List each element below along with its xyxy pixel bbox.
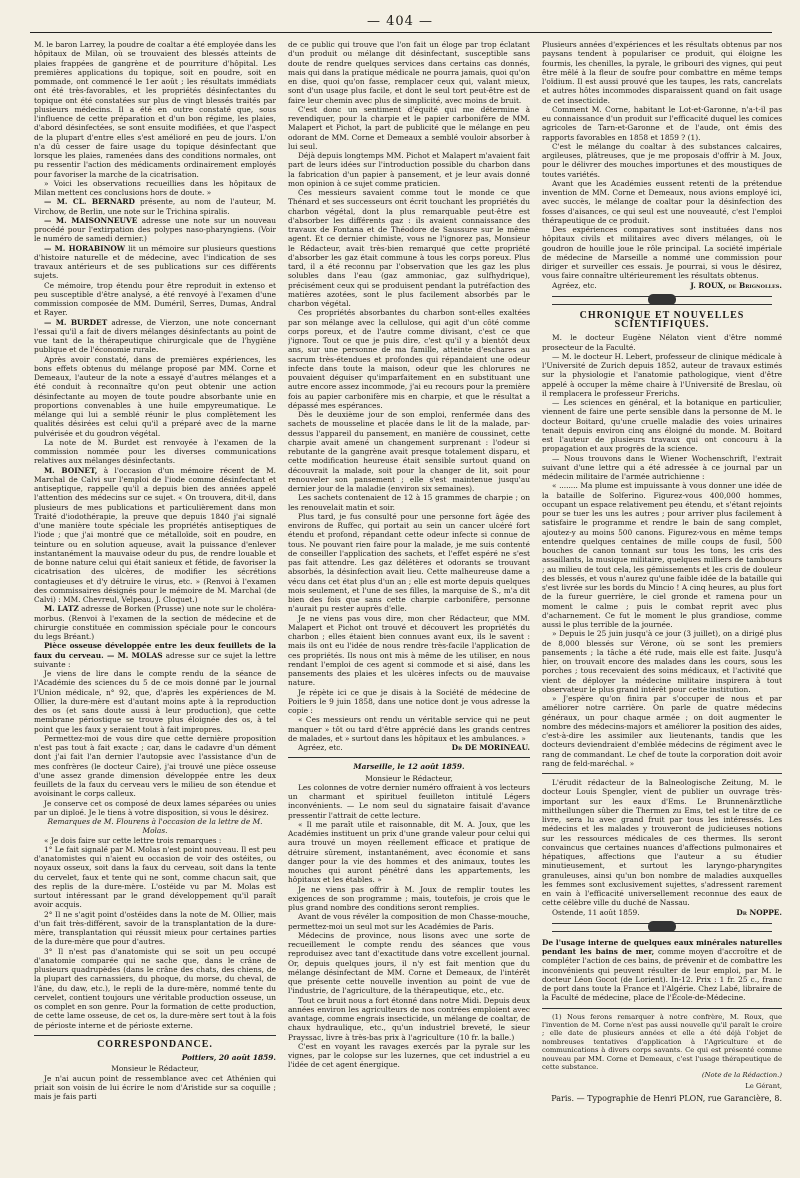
paragraph: Plusieurs années d'expériences et les résultats obtenus par nos paysans tendent à populariser ce produit, qui éloigne les fourmis, les chenilles, la pyrale, le gribouri des vignes, qui peut être mêlé à la fleur de soufre pour combattre en même temps l'oïdium. Il est aussi prouvé que les taupes, les rats, cancrelats et autres hôtes incommodes disparaissent quand on fait usage de cet insecticide. bbox=[542, 40, 782, 105]
paragraph-text: lit un mémoire sur plusieurs questions d'histoire naturelle et de médecine, avec l'indication de ses travaux antérieurs et de ses publications sur ces différents sujets. bbox=[34, 243, 276, 281]
ornament-divider bbox=[552, 923, 772, 932]
paragraph: « Ces messieurs ont rendu un véritable service qui ne peut manquer » tôt ou tard d'être apprécié dans les grands centres de malades, et » surtout dans les hôpitaux et les ambulances. » bbox=[288, 715, 530, 743]
dateline: Poitiers, 20 août 1859. bbox=[181, 1053, 276, 1062]
paragraph: — M. le docteur H. Lebert, professeur de clinique médicale à l'Université de Zurich depuis 1852, auteur de travaux estimés sur la physiologie et l'anatomie pathologique, vient d'être appelé à occuper la même chaire à l'Université de Breslau, où il remplacera le professeur Frerichs. bbox=[542, 351, 782, 398]
section-divider bbox=[542, 1008, 782, 1009]
paragraph: « ........ Ma plume est impuissante à vous donner une idée de la bataille de Solferino. Figurez-vous 400,000 hommes, occupant un espace relativement peu étendu, et s'étant rejoints pour se tuer les uns les autres ; pour arriver plus facilement à satisfaire le programme et rendre le bain de sang complet, ajoutez-y au moins 500 canons. Figurez-vous en même temps entendre quelques centaines de mille coups de fusil, 500 bouches de canon tonnant sur tous les tons, les cris des assaillants, la musique militaire, quelques milliers de tambours ; au milieu de tout cela, les gémissements et les cris de douleur des blessés, et vous n'aurez qu'une faible idée de la bataille qui s'est livrée sur les bords du Mincio ! A cinq heures, au plus fort de la fureur guerrière, le ciel gronde et ramena pour un moment le calme ; puis le combat reprit avec plus d'acharnement. Ce fut le moment le plus grandiose, comme aussi le plus terrible de la journée. bbox=[542, 481, 782, 629]
paragraph: » Voici les observations recueillies dans les hôpitaux de Milan mettent ces conclusions hors de doute. » bbox=[34, 178, 276, 197]
paragraph: M. le baron Larrey, la poudre de coaltar a été employée dans les hôpitaux de Milan, où se trouvaient des blessés atteints de plaies frappées de gangrène et de pourriture d'hôpital. Les premières applications du topique, soit en poudre, soit en pommade, ont commencé le 1er août ; les résultats immédiats ont été très-favorables, et les propriétés désinfectantes du topique ont été constatées sur plus de vingt blessés traités par plusieurs médecins. Il a été en outre constaté que, sous l'influence de cette préparation et d'un bon régime, les plaies, d'abord désinfectées, se sont ensuite modifiées, et que l'aspect de la plupart d'entre elles s'est amélioré en peu de jours. L'on n'a dû cesser de faire usage du topique désinfectant que lorsque les plaies, ramenées dans des conditions normales, ont pu ressentir l'action des médicaments ordinairement employés pour favoriser la marche de la cicatrisation. bbox=[34, 40, 276, 179]
signature: Dr DE MORINEAU. bbox=[451, 743, 530, 752]
paragraph: « Je dois faire sur cette lettre trois remarques : bbox=[44, 835, 222, 845]
paragraph: Je répète ici ce que je disais à la Société de médecine de Poitiers le 9 juin 1858, dans une notice dont je vous adresse la copie : bbox=[288, 687, 530, 715]
author-name: — M. HORABINOW bbox=[44, 243, 126, 253]
imprint-line: Paris. — Typographie de Henri PLON, rue Garancière, 8. bbox=[551, 1094, 782, 1103]
paragraph: Je ne viens pas offrir à M. Joux de remplir toutes les exigences de son programme ; mais, toutefois, je crois que le plus grand nombre des conditions seront remplies. bbox=[288, 884, 530, 912]
paragraph-text: adresse sur ce sujet la lettre suivante : bbox=[34, 650, 276, 669]
salutation: Monsieur le Rédacteur, bbox=[365, 773, 453, 783]
paragraph: 1° Le fait signalé par M. Molas n'est point nouveau. Il est peu d'anatomistes qui n'aient eu occasion de voir des ostéites, ou noyaux osseux, soit dans la faux du cerveau, soit dans la tente du cervelet, faux et tente qui ne sont, comme chacun sait, que des replis de la dure-mère. L'ostéide vu par M. Molas est surtout intéressant par le grand développement qu'il paraît avoir acquis. bbox=[34, 844, 276, 910]
paragraph: Ces messieurs savaient comme tout le monde ce que Thénard et ses successeurs ont écrit touchant les propriétés du charbon végétal, dont la plus remarquable peut-être est d'absorber les différents gaz : ils avaient connaissance des travaux de Fontana et de Théodore de Saussure sur le même agent. Et ce dernier chimiste, vous ne l'ignorez pas, Monsieur le Rédacteur, avait très-bien remarqué que cette propriété d'absorber les gaz était commune à tous les corps poreux. Plus tard, il a été reconnu par l'observation que les gaz les plus solubles dans l'eau (gaz ammoniac, gaz sulfhydrique), précisément ceux qui se produisent pendant la putréfaction des matières azotées, sont le plus facilement absorbés par le charbon végétal. bbox=[288, 188, 530, 308]
paragraph: Les colonnes de votre dernier numéro offraient à vos lecteurs un charmant et spirituel feuilleton intitulé Légers inconvénients. — Le nom seul du signataire faisait d'avance pressentir l'attrait de cette lecture. bbox=[288, 782, 530, 820]
paragraph: « Il me paraît utile et raisonnable, dit M. A. Joux, que les Académies instituent un prix d'une grande valeur pour celui qui aura trouvé un moyen réellement efficace et pratique de détruire sûrement, instantanément, avec économie et sans danger pour la vie des hommes et des animaux, toutes les mouches qui auront pénétré dans les appartements, les hôpitaux et les étables. » bbox=[288, 819, 530, 885]
paragraph bbox=[34, 318, 276, 355]
paragraph: M. le docteur Eugène Nélaton vient d'être nommé prosecteur de la Faculté. bbox=[542, 333, 782, 352]
paragraph: Des expériences comparatives sont instituées dans nos hôpitaux civils et militaires avec divers mélanges, où le goudron de houille joue le rôle principal. La société impériale de médecine de Marseille a nommé une commission pour diriger et surveiller ces essais. Je pourrai, si vous le désirez, vous faire connaître ultérieurement les résultats obtenus. bbox=[542, 225, 782, 281]
paragraph: Comment M. Corne, habitant le Lot-et-Garonne, n'a-t-il pas eu connaissance d'un produit sur l'efficacité duquel les comices agricoles de Tarn-et-Garonne et de l'aude, ont émis des rapports favorables en 1858 et 1859 ? (1). bbox=[542, 104, 782, 142]
closing: Agréez, etc. bbox=[552, 280, 597, 290]
paragraph: Ce mémoire, trop étendu pour être reproduit in extenso et peu susceptible d'être analysé, a été renvoyé à l'examen d'une commission composée de MM. Duméril, Serres, Dumas, Andral et Rayer. bbox=[34, 280, 276, 318]
paragraph: Après avoir constaté, dans de premières expériences, les bons effets obtenus du mélange proposé par MM. Corne et Demeaux, l'auteur de la note a essayé d'autres mélanges et a été conduit à reconnaître qu'on peut obtenir une action désinfectante au moyen de toute poudre absorbante unie en proportions convenables à une huile empyreumatique. Le mélange qui lui a semblé réunir le plus complètement les qualités désirées est celui qu'il a préparé avec de la marne pulvérisée et du goudron végétal. bbox=[34, 354, 276, 438]
page-number: — 404 — bbox=[366, 14, 434, 29]
paragraph: Déjà depuis longtemps MM. Pichot et Malapert m'avaient fait part de leurs idées sur l'introduction possible du charbon dans la fabrication d'un papier à pansement, et je leur avais donné mon opinion à ce sujet comme praticien. bbox=[288, 151, 530, 188]
column-2 bbox=[288, 40, 530, 1160]
paragraph: Les sachets contenaient de 12 à 15 grammes de charpie ; on les renouvelait matin et soir. bbox=[288, 493, 530, 512]
column-1 bbox=[34, 40, 276, 1160]
paragraph: La note de M. Burdet est renvoyée à l'examen de la commission nommée pour les diverses communications relatives aux mélanges désinfectants. bbox=[34, 437, 276, 466]
author-name: — M. MAISONNEUVE bbox=[44, 215, 138, 225]
paragraph-text: adresse de Borken (Prusse) une note sur le choléra-morbus. (Renvoi à l'examen de la section de médecine et de chirurgie constituée en commission spéciale pour le concours du legs Bréant.) bbox=[34, 604, 276, 641]
section-divider bbox=[542, 773, 782, 774]
paragraph bbox=[34, 216, 276, 244]
paragraph bbox=[34, 197, 276, 216]
paragraph bbox=[34, 641, 276, 669]
footnote-attribution: (Note de la Rédaction.) bbox=[701, 1071, 782, 1080]
footnote-text: (1) Nous ferons remarquer à notre confrère, M. Roux, que l'invention de M. Corne n'est pas aussi nouvelle qu'il paraît le croire ; elle date de plusieurs années et elle a été déjà l'objet de nombreuses tentatives d'application à l'Agriculture et de communications à divers corps savants. Ce qui est présenté comme nouveau par MM. Corne et Demeaux, c'est l'usage thérapeutique de cette substance. bbox=[542, 1012, 782, 1071]
gerant-label: Le Gérant, bbox=[745, 1081, 782, 1090]
header-rule bbox=[30, 32, 772, 33]
paragraph-text: adresse une note sur un nouveau procédé pour l'extirpation des polypes naso-pharyngiens. (Voir le numéro de samedi dernier.) bbox=[34, 215, 276, 244]
paragraph: 3° Il n'est pas d'anatomiste qui se soit un peu occupé d'anatomie comparée qui ne sache que, dans le crâne de plusieurs quadrupèdes (dans le crâne des chats, des chiens, de la plupart des carnassiers, du phoque, du morse, du cheval, de l'âne, du daw, etc.), le repli de la dure-mère, nommé tente du cervelet, contient toujours une véritable production osseuse, un os complet en son genre. Pour la formation de cette production, de cette lame osseuse, de cet os, la dure-mère sert tout à la fois de périoste interne et de périoste externe. bbox=[34, 946, 276, 1030]
paragraph: 2° Il ne s'agit point d'ostéides dans la note de M. Ollier, mais d'un fait très-différent, savoir de la transplantation de la dure-mère, transplantation qui réussit mieux pour certaines parties de la dure-mère que pour d'autres. bbox=[34, 909, 276, 947]
subheading: Remarques de M. Flourens à l'occasion de la lettre de M. Molas. bbox=[47, 817, 263, 836]
author-name: — M. CL. BERNARD bbox=[44, 197, 135, 207]
closing: Agréez, etc. bbox=[298, 743, 343, 752]
paragraph: — Nous trouvons dans le Wiener Wochenschrift, l'extrait suivant d'une lettre qui a été adressée à ce journal par un médecin militaire de l'armée autrichienne : bbox=[542, 453, 782, 481]
paragraph: Je conserve cet os composé de deux lames séparées ou unies par un diploé. Je le tiens à votre disposition, si vous le désirez. bbox=[34, 798, 276, 817]
signature-line bbox=[542, 908, 782, 917]
author-name: M. BOINET, bbox=[44, 465, 98, 475]
ornament-divider bbox=[552, 296, 772, 305]
signature-line bbox=[542, 281, 782, 290]
paragraph: C'est donc un sentiment d'équité qui me détermine à revendiquer, pour la charpie et le papier carbonifère de MM. Malapert et Pichot, la part de publicité que le mélange en peu odorant de MM. Corne et Demeaux a semblé vouloir absorber à lui seul. bbox=[288, 104, 530, 151]
paragraph: — Les sciences en général, et la botanique en particulier, viennent de faire une perte sensible dans la personne de M. le docteur Boitard, qu'une cruelle maladie des voies urinaires tenait depuis environ cinq ans éloigné du monde. M. Boitard est l'auteur de plusieurs travaux qui ont concouru à la propagation et aux progrès de la science. bbox=[542, 398, 782, 454]
footnote bbox=[542, 1013, 782, 1080]
paragraph: Je ne viens pas vous dire, mon cher Rédacteur, que MM. Malapert et Pichot ont trouvé et découvert les propriétés du charbon ; elles étaient bien connues avant eux, ils le savent : mais ils ont eu l'idée de nous rendre très-facile l'application de ces propriétés. Ils nous ont mis à même de les utiliser, en nous rendant l'emploi de ces agent si commode et si aisé, dans les pansements des plaies et les ulcères infects ou de mauvaise nature. bbox=[288, 613, 530, 688]
paragraph: Permettez-moi de vous dire que cette dernière proposition n'est pas tout à fait exacte ; car, dans le cadavre d'un dément dont j'ai fait l'an dernier l'autopsie avec l'assistance d'un de mes confrères (le docteur Caire), j'ai trouvé une pièce osseuse d'une assez grande dimension développée entre les deux feuillets de la faux du cerveau vers le milieu de son étendue et avoisinant le corps calleux. bbox=[34, 733, 276, 799]
section-divider bbox=[34, 1035, 276, 1036]
paragraph: Plus tard, je fus consulté pour une personne fort âgée des environs de Ruffec, qui portait au sein un cancer ulcéré fort étendu et profond, répandant cette odeur infecte si connue de tous. Ne pouvant rien faire pour la malade, je me suis contenté de conseiller l'application des sachets, et l'effet espéré ne s'est pas fait attendre. Les gaz délétères et odorants se trouvant absorbés, la désinfection avait lieu. Cette malheureuse dame a vécu dans cet état plus d'un an ; elle est morte depuis quelques mois seulement, et l'une de ses filles, la marquise de S., m'a dit bien des fois que sans cette charpie carbonifère, personne n'aurait pu rester auprès d'elle. bbox=[288, 511, 530, 614]
section-lead: Pièce osseuse développée entre les deux feuillets de la faux du cerveau. bbox=[34, 641, 276, 660]
paragraph bbox=[34, 604, 276, 641]
paragraph bbox=[34, 466, 276, 605]
ad-text: comme moyen d'accroître et de compléter l'action de ces bains, de prévenir et de combattre les inconvénients qui peuvent résulter de leur emploi, par M. le docteur Léon Gocot (de Lorient). In-12. Prix : 1 fr. 25 c., franc de port dans toute la France et l'Algérie. Chez Labé, libraire de la Faculté de médecine, place de l'École-de-Médecine. bbox=[542, 947, 782, 1003]
paragraph: Avant de vous révéler la composition de mon Chasse-mouche, permettez-moi un seul mot sur les Académies de Paris. bbox=[288, 912, 530, 931]
signature-line bbox=[288, 743, 530, 752]
paragraph-text: présente, au nom de l'auteur, M. Virchow, de Berlin, une note sur le Trichina spiralis. bbox=[34, 197, 276, 216]
paragraph-text: à l'occasion d'un mémoire récent de M. Marchal de Calvi sur l'emploi de l'iode comme désinfectant et antiseptique, rappelle qu'il a depuis bien des années appelé l'attention des médecins sur ce sujet. « On trouvera, dit-il, dans plusieurs de mes publications et particulièrement dans mon Traité d'iodothérapie, la preuve que depuis 1840 j'ai signalé d'une manière toute spéciale les propriétés antiseptiques de l'iode ; que j'ai montré que ce métalloïde, soit en poudre, en teinture ou en solution aqueuse, avait la puissance d'enlever instantanément la mauvaise odeur du pus, de rendre louable et de bonne nature celui qui était sanieux et fétide, de favoriser la cicatrisation des ulcères, de modifier les sécrétions contagieuses et d'y détruire le virus, etc. » (Renvoi à l'examen des commissaires désignés pour le mémoire de M. Marchal (de Calvi) : MM. Chevreul, Velpeau, J. Cloquet.) bbox=[34, 465, 276, 604]
author-name: M. LATZ bbox=[44, 604, 79, 614]
dateline: Marseille, le 12 août 1859. bbox=[353, 762, 465, 772]
paragraph: Tout ce bruit nous a fort étonné dans notre Midi. Depuis deux années environ les agriculteurs de nos contrées emploient avec avantage, comme engrais insecticide, un mélange de coaltar, de chaux hydraulique, etc., qu'un industriel breveté, le sieur Prayssac, livre à très-bas prix à l'agriculture (10 fr. la balle.) bbox=[288, 995, 530, 1042]
column-3 bbox=[542, 40, 782, 1160]
paragraph: » J'espère qu'on finira par s'occuper de nous et par améliorer notre carrière. On parle de quatre médecins généraux, un pour chaque armée ; on doit augmenter le nombre des médecins-majors et améliorer la position des aides, c'est-à-dire les assimiler aux lieutenants, tandis que les docteurs deviendraient d'emblée médecins de régiment avec le rang de commandant. Le chef de toute la corporation doit avoir rang de feld-maréchal. » bbox=[542, 694, 782, 768]
paragraph: Dès le deuxième jour de son emploi, renfermée dans des sachets de mousseline et placée dans le lit de la malade, par-dessus l'appareil du pansement, en manière de coussinet, cette charpie avait amené un changement surprenant : l'odeur si rebutante de la gangrène avait presque totalement disparu, et cette modification heureuse était sensible surtout quand on découvrait la malade, soit pour la changer de lit, soit pour renouveler son pansement ; elle s'est maintenue jusqu'au dernier jour de la maladie (environ six semaines). bbox=[288, 410, 530, 493]
paragraph: L'érudit rédacteur de la Balneologische Zeitung, M. le docteur Louis Spengler, vient de publier un ouvrage très-important sur les eaux d'Ems. Le Brunnenärztliche mittheilungen sûber die Thermen zu Ems, tel est le titre de ce livre, sera lu avec grand fruit par tous les intéressés. Les médecins et les malades y trouveront de judicieuses notions sur les ressources médicales de ces thermes. Ils seront convaincus que certaines nuances d'affections pulmonaires et hépatiques, affections que l'auteur a su étudier minutieusement, et surtout les laryngo-pharyngites granuleuses, ainsi qu'un bon nombre de maladies auxquelles les femmes sont exclusivement sujettes, s'adressent rarement en vain à l'efficacité universellement reconnue des eaux de cette célèbre ville du duché de Nassau. bbox=[542, 778, 782, 908]
section-title-correspondance: CORRESPONDANCE. bbox=[97, 1038, 213, 1050]
signature: J. ROUX, de Brignolles. bbox=[690, 280, 782, 290]
paragraph: Ces propriétés absorbantes du charbon sont-elles exaltées par son mélange avec la cellulose, qui agit d'un côté comme corps poreux, et de l'autre comme divisant, c'est ce que j'ignore. Tout ce que je puis dire, c'est qu'il y a bientôt deux ans, sur une personne de ma famille, atteinte d'eschares au sacrum très-étendues et profondes qui répandaient une odeur infecte dans toute la maison, odeur que les chlorures ne pouvaient déguiser qu'imparfaitement en en substituant une autre encore assez incommode, j'ai eu recours pour la première fois au papier carbonifère mis en charpie, et que le résultat a dépassé mes espérances. bbox=[288, 308, 530, 410]
paragraph: Avant que les Académies eussent retenti de la prétendue invention de MM. Corne et Demeaux, nous avions employé ici, avec succès, le mélange de coaltar pour la désinfection des fosses d'aisances, ce qui seul est une nouveauté, c'est l'emploi thérapeutique de ce produit. bbox=[542, 178, 782, 225]
paragraph-text: adresse, de Vierzon, une note concernant l'essai qu'il a fait de divers mélanges désinfectants au point de vue tant de la thérapeutique chirurgicale que de l'hygiène publique et de l'économie rurale. bbox=[34, 317, 276, 355]
paragraph: Je n'ai aucun point de ressemblance avec cet Athénien qui priait son voisin de lui écrire le nom d'Aristide sur sa coquille ; mais je fais parti bbox=[34, 1073, 276, 1101]
section-title-chronique: CHRONIQUE ET NOUVELLES SCIENTIFIQUES. bbox=[579, 309, 745, 330]
author-name: — M. BURDET bbox=[44, 317, 108, 327]
advertisement bbox=[542, 938, 782, 1003]
paragraph: C'est le mélange du coaltar à des substances calcaires, argileuses, plâtreuses, que je me proposais d'offrir à M. Joux, pour le délivrer des mouches importunes et des moustiques de toutes variétés. bbox=[542, 141, 782, 179]
section-divider bbox=[288, 757, 530, 758]
dateline: Ostende, 11 août 1859. bbox=[552, 907, 640, 917]
paragraph: de ce public qui trouve que l'on fait un éloge par trop éclatant d'un produit ou mélange dit désinfectant, susceptible sans doute de rendre quelques services dans certains cas donnés, mais qui dans la pratique médicale ne pourra jamais, quoi qu'on en dise, quoi qu'on fasse, remplacer ceux qui, valant mieux, sont d'un usage plus facile, et dont le seul tort peut-être est de faire leur chemin avec plus de simplicité, avec moins de bruit. bbox=[288, 40, 530, 105]
signature: Dr NOPPE. bbox=[736, 907, 782, 917]
paragraph bbox=[34, 244, 276, 281]
salutation: Monsieur le Rédacteur, bbox=[111, 1064, 199, 1074]
paragraph: Je viens de lire dans le compte rendu de la séance de l'Académie des sciences du 5 de ce mois donné par le journal l'Union médicale, n° 92, que, d'après les expériences de M. Ollier, la dure-mère est d'autant moins apte à la reproduction des os (et sans doute aussi à leur production), que cette membrane périostique se trouve plus éloignée des os, à tel point que les faux y seraient tout à fait impropres. bbox=[34, 669, 276, 734]
paragraph: » Depuis le 25 juin jusqu'à ce jour (3 juillet), on a dirigé plus de 8,000 blessés sur Vérone, où se sont les premiers pansements ; la tâche a été rude, mais elle est faite. Jusqu'à hier, on trouvait encore des malades dans les cours, sous les porches ; tous recevaient des soins médicaux, et l'activité que vient de déployer la médecine militaire inspirera à tout observateur le plus grand intérêt pour cette institution. bbox=[542, 629, 782, 694]
paragraph: Médecins de province, nous lisons avec une sorte de recueillement le compte rendu des séances que vous reproduisez avec tant d'exactitude dans votre excellent journal. Or, depuis quelques jours, il n'y est fait mention que du mélange désinfectant de MM. Corne et Demeaux, de l'intérêt que présente cette nouvelle invention au point de vue de l'industrie, de l'agriculture, de la thérapeutique, etc., etc. bbox=[288, 930, 530, 996]
ad-title: De l'usage interne de quelques eaux minérales naturelles pendant les bains de mer, bbox=[542, 937, 782, 956]
author-name: — M. MOLAS bbox=[103, 650, 163, 660]
paragraph: C'est en voyant les ravages exercés par la pyrale sur les vignes, par le colopse sur les luzernes, que cet industriel a eu l'idée de cet agent énergique. bbox=[288, 1041, 530, 1070]
